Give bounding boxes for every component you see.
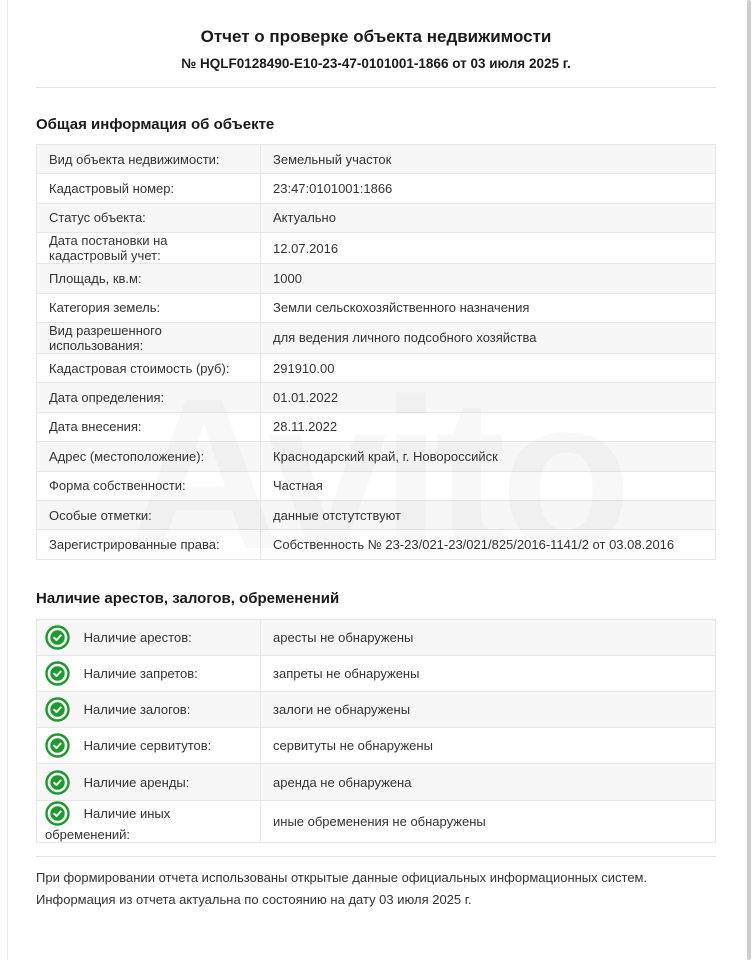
row-value: 1000: [261, 264, 716, 293]
row-label: Статус объекта:: [37, 203, 261, 232]
check-circle-icon: [45, 661, 70, 686]
row-value: залоги не обнаружены: [261, 692, 716, 728]
row-label: Кадастровый номер:: [37, 174, 261, 203]
row-label: Наличие залогов:: [83, 702, 191, 718]
check-circle-icon: [45, 625, 70, 650]
row-label: Площадь, кв.м:: [37, 264, 261, 293]
table-row: [37, 800, 716, 842]
footer-divider: [36, 856, 716, 857]
row-value: 12.07.2016: [261, 233, 716, 264]
section-heading-encumbrances: Наличие арестов, залогов, обременений: [36, 589, 340, 607]
row-label: Наличие запретов:: [83, 665, 198, 681]
page-title: Отчет о проверке объекта недвижимости: [200, 27, 552, 46]
footer-line-1: При формировании отчета использованы открытые данные официальных информационных систем.: [36, 869, 648, 885]
row-value: Собственность № 23-23/021-23/021/825/2016-1141/2 от 03.08.2016: [261, 530, 716, 559]
table-row: [37, 322, 716, 353]
table-row: [37, 619, 716, 655]
footer-note: [36, 867, 716, 911]
table-row: [37, 383, 716, 412]
table-row: [37, 500, 716, 529]
report-number: № HQLF0128490-E10-23-47-0101001-1866 от 03 июля 2025 г.: [181, 56, 571, 71]
table-row: [37, 764, 716, 800]
table-row: [37, 442, 716, 471]
row-label: Форма собственности:: [37, 471, 261, 500]
table-row: [37, 264, 716, 293]
table-row: [37, 471, 716, 500]
row-value: иные обременения не обнаружены: [261, 800, 716, 842]
check-circle-icon: [45, 770, 70, 795]
row-label: Особые отметки:: [37, 500, 261, 529]
footer-line-2: Информация из отчета актуальна по состоянию на дату 03 июля 2025 г.: [36, 891, 472, 907]
table-row: [37, 293, 716, 322]
row-value: 28.11.2022: [261, 412, 716, 441]
row-label: Адрес (местоположение):: [37, 442, 261, 471]
row-label: Наличие сервитутов:: [83, 738, 212, 754]
row-label: Зарегистрированные права:: [37, 530, 261, 559]
row-value: Краснодарский край, г. Новороссийск: [261, 442, 716, 471]
check-circle-icon: [45, 697, 70, 722]
row-value: запреты не обнаружены: [261, 655, 716, 691]
row-value: сервитуты не обнаружены: [261, 728, 716, 764]
check-circle-icon: [45, 733, 70, 758]
row-value: 01.01.2022: [261, 383, 716, 412]
section-heading-general: Общая информация об объекте: [36, 116, 275, 133]
row-label: Вид объекта недвижимости:: [37, 145, 261, 174]
row-value: аресты не обнаружены: [261, 619, 716, 655]
encumbrances-table: [36, 619, 716, 843]
row-value: Частная: [261, 471, 716, 500]
row-label: Наличие иных обременений:: [45, 805, 171, 842]
table-row: [37, 233, 716, 264]
row-label: Категория земель:: [37, 293, 261, 322]
table-row: [37, 655, 716, 691]
row-value: Актуально: [261, 203, 716, 232]
row-value: для ведения личного подсобного хозяйства: [261, 322, 716, 353]
table-row: [37, 203, 716, 232]
row-label: Наличие аренды:: [83, 774, 190, 790]
row-value: данные отстутствуют: [261, 500, 716, 529]
row-value: 23:47:0101001:1866: [261, 174, 716, 203]
row-value: 291910.00: [261, 353, 716, 382]
table-row: [37, 692, 716, 728]
row-label: Дата постановки на кадастровый учет:: [37, 233, 261, 264]
row-label: Наличие арестов:: [83, 629, 192, 645]
row-value: Земельный участок: [261, 145, 716, 174]
header-divider: [36, 87, 716, 88]
table-row: [37, 412, 716, 441]
table-row: [37, 353, 716, 382]
check-circle-icon: [45, 801, 70, 826]
row-label: Дата определения:: [37, 383, 261, 412]
row-value: аренда не обнаружена: [261, 764, 716, 800]
row-label: Вид разрешенного использования:: [37, 322, 261, 353]
row-label: Дата внесения:: [37, 412, 261, 441]
general-info-table: [36, 144, 716, 560]
table-row: [37, 728, 716, 764]
table-row: [37, 530, 716, 559]
table-row: [37, 174, 716, 203]
table-row: [37, 145, 716, 174]
row-value: Земли сельскохозяйственного назначения: [261, 293, 716, 322]
row-label: Кадастровая стоимость (руб):: [37, 353, 261, 382]
